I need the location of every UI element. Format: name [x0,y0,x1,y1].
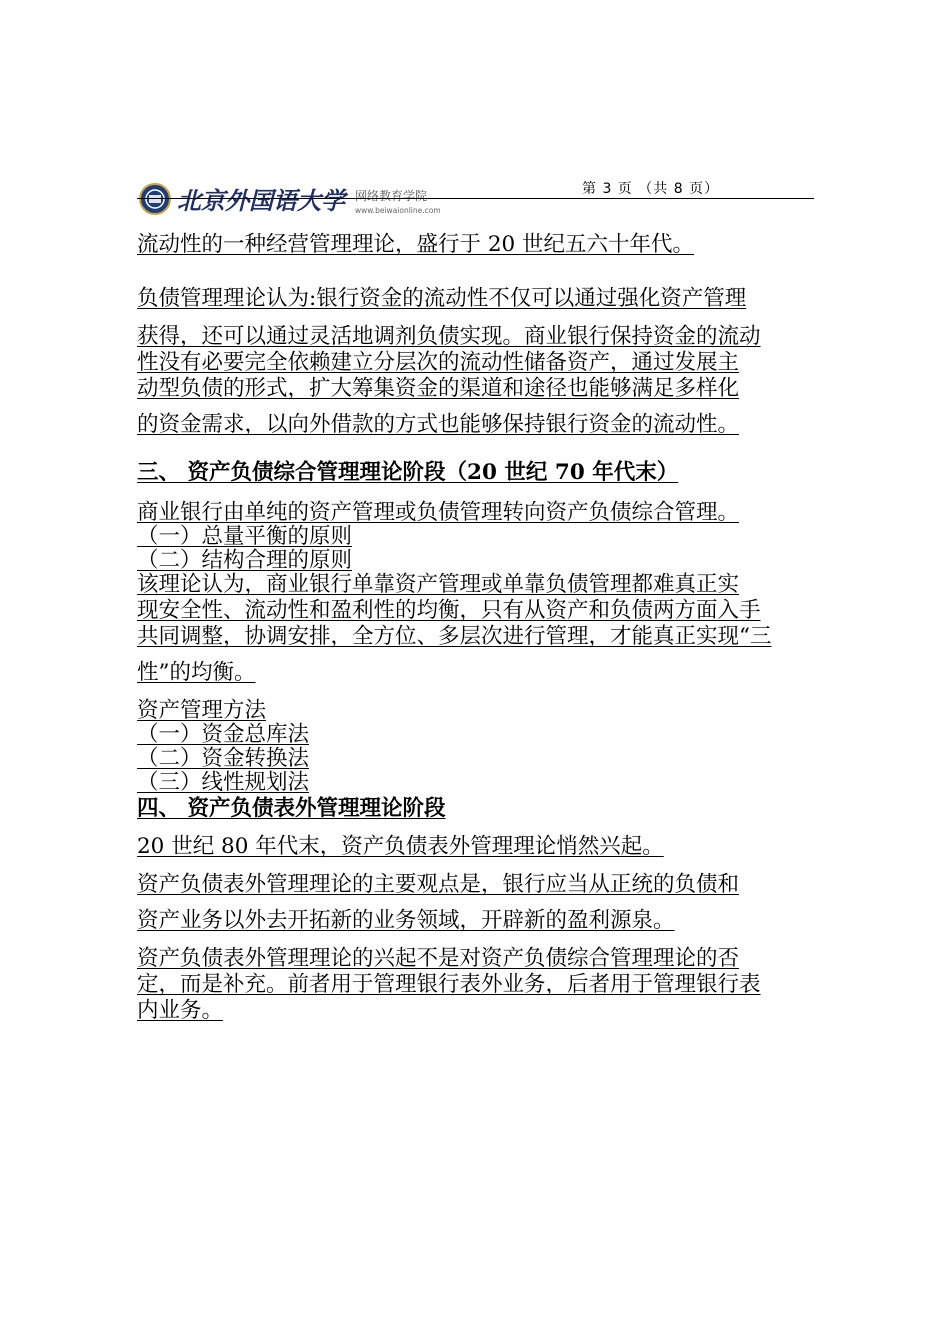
paragraph-line: 负债管理理论认为:银行资金的流动性不仅可以通过强化资产管理 [137,286,747,311]
paragraph-line: 资产负债表外管理理论的兴起不是对资产负债综合管理理论的否 [137,946,740,971]
paragraph-line: 资产负债表外管理理论的主要观点是，银行应当从正统的负债和 [137,872,740,897]
paragraph-line: 内业务。 [137,998,224,1023]
list-item: （三）线性规划法 [137,770,310,795]
svg-text:北京外国语大学: 北京外国语大学 [177,186,345,215]
paragraph-line: 资产业务以外去开拓新的业务领域，开辟新的盈利源泉。 [137,908,675,933]
paragraph-line: 该理论认为，商业银行单靠资产管理或单靠负债管理都难真正实 [137,572,740,597]
paragraph-line: 共同调整，协调安排，全方位、多层次进行管理，才能真正实现“三 [137,624,772,649]
page-header [137,178,814,218]
paragraph-line: 流动性的一种经营管理理论，盛行于 20 世纪五六十年代。 [137,232,695,257]
subheading: 资产管理方法 [137,698,267,723]
paragraph-line: 现安全性、流动性和盈利性的均衡，只有从资产和负债两方面入手 [137,598,761,623]
paragraph-line: 商业银行由单纯的资产管理或负债管理转向资产负债综合管理。 [137,500,740,525]
paragraph-line: 20 世纪 80 年代末，资产负债表外管理理论悄然兴起。 [137,834,664,859]
paragraph-line: 性没有必要完全依赖建立分层次的流动性储备资产，通过发展主 [137,350,740,375]
list-item: （一）总量平衡的原则 [137,524,353,549]
paragraph-line: 动型负债的形式，扩大筹集资金的渠道和途径也能够满足多样化 [137,376,740,401]
paragraph-line: 性”的均衡。 [137,660,256,685]
paragraph-line: 的资金需求，以向外借款的方式也能够保持银行资金的流动性。 [137,412,740,437]
paragraph-line: 定，而是补充。前者用于管理银行表外业务，后者用于管理银行表 [137,972,761,997]
svg-text:www.beiwaionline.com: www.beiwaionline.com [355,206,441,215]
university-logo [137,182,457,216]
paragraph-line: 获得，还可以通过灵活地调剂负债实现。商业银行保持资金的流动 [137,324,761,349]
list-item: （二）结构合理的原则 [137,548,353,573]
page-indicator: 第 3 页 （共 8 页） [582,181,720,197]
section-heading: 三、 资产负债综合管理理论阶段（20 世纪 70 年代末） [137,460,679,485]
list-item: （一）资金总库法 [137,722,310,747]
header-rule [137,198,814,199]
svg-text:网络教育学院: 网络教育学院 [355,189,428,203]
list-item: （二）资金转换法 [137,746,310,771]
section-heading: 四、 资产负债表外管理理论阶段 [137,796,446,821]
